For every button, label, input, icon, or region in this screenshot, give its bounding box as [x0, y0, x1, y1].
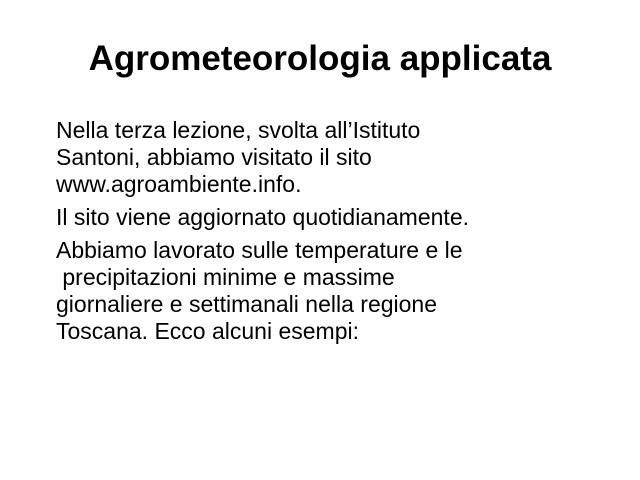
slide-title: Agrometeorologia applicata — [88, 39, 552, 78]
paragraph-site-updates — [56, 204, 616, 231]
text-line: Santoni, abbiamo visitato il sito — [56, 144, 372, 170]
text-line: Nella terza lezione, svolta all’Istituto — [56, 117, 421, 143]
paragraph-work-description — [56, 237, 616, 345]
text-line: Abbiamo lavorato sulle temperature e le — [56, 237, 463, 263]
text-line: precipitazioni minime e massime — [56, 264, 395, 290]
text-line: giornaliere e settimanali nella regione — [56, 291, 438, 317]
text-line: Il sito viene aggiornato quotidianamente. — [56, 204, 470, 230]
text-line: Toscana. Ecco alcuni esempi: — [56, 318, 359, 344]
paragraph-lesson-visit — [56, 117, 616, 198]
slide-body — [56, 117, 616, 351]
website-url-text: www.agroambiente.info. — [56, 171, 302, 197]
